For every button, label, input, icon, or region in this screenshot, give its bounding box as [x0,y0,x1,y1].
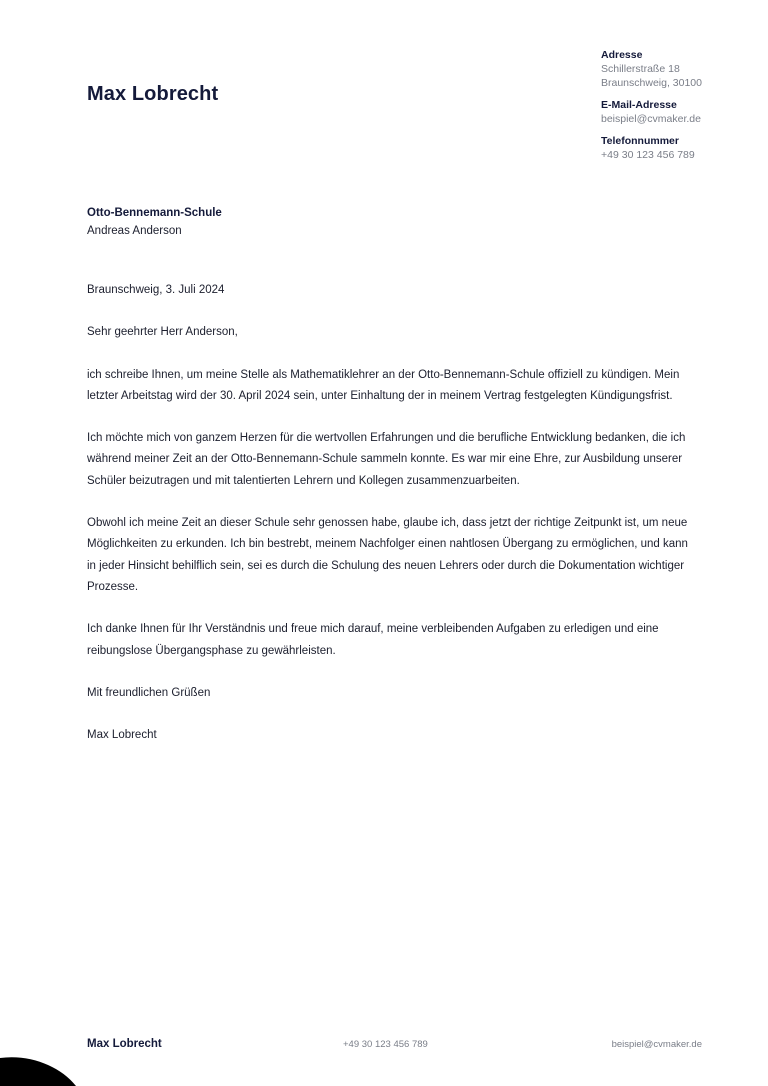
email-block [601,98,761,126]
email-label: E-Mail-Adresse [601,99,677,111]
address-label: Adresse [601,49,643,61]
date-line: Braunschweig, 3. Juli 2024 [87,284,225,296]
sender-name: Max Lobrecht [87,83,219,105]
footer-phone: +49 30 123 456 789 [343,1039,428,1050]
salutation: Sehr geehrter Herr Anderson, [87,326,238,339]
address-city: Braunschweig, 30100 [601,77,702,89]
phone-value: +49 30 123 456 789 [601,149,695,161]
footer-name: Max Lobrecht [87,1038,162,1050]
recipient-block [87,204,222,240]
corner-decoration-shape [0,1056,80,1086]
signature: Max Lobrecht [87,729,157,742]
paragraph: Ich möchte mich von ganzem Herzen für die wertvollen Erfahrungen und die berufliche Entwicklung bedanken, die ich während meiner Zeit an der Otto-Bennemann-Schule sammeln konnte. Es war mir eine Ehre, zur Ausbildung unserer Schüler beizutragen und mit talentierten Lehrern und Kollegen zusammenzuarbeiten. [87,432,686,487]
phone-label: Telefonnummer [601,135,679,147]
recipient-organization: Otto-Bennemann-Schule [87,207,222,219]
footer-email: beispiel@cvmaker.de [611,1039,702,1050]
paragraph: ich schreibe Ihnen, um meine Stelle als Mathematiklehrer an der Otto-Bennemann-Schule offiziell zu kündigen. Mein letzter Arbeitstag wird der 30. April 2024 sein, unter Einhaltung der in meinem Vertrag festgelegten Kündigungsfrist. [87,368,680,402]
letter-body [87,280,695,767]
email-value: beispiel@cvmaker.de [601,113,701,125]
closing: Mit freundlichen Grüßen [87,686,211,699]
phone-block [601,134,761,162]
contact-block [601,48,761,170]
paragraph: Ich danke Ihnen für Ihr Verständnis und freue mich darauf, meine verbleibenden Aufgaben zu erledigen und eine reibungslose Übergangsphase zu gewährleisten. [87,623,659,657]
recipient-person: Andreas Anderson [87,225,182,237]
paragraph: Obwohl ich meine Zeit an dieser Schule sehr genossen habe, glaube ich, dass jetzt der richtige Zeitpunkt ist, um neue Möglichkeiten zu erkunden. Ich bin bestrebt, meinem Nachfolger einen nahtlosen Übergang zu ermöglichen, und kann in jeder Hinsicht behilflich sein, sei es durch die Schulung des neuen Lehrers oder durch die Dokumentation wichtiger Prozesse. [87,517,688,593]
address-block [601,48,761,90]
address-street: Schillerstraße 18 [601,63,680,75]
